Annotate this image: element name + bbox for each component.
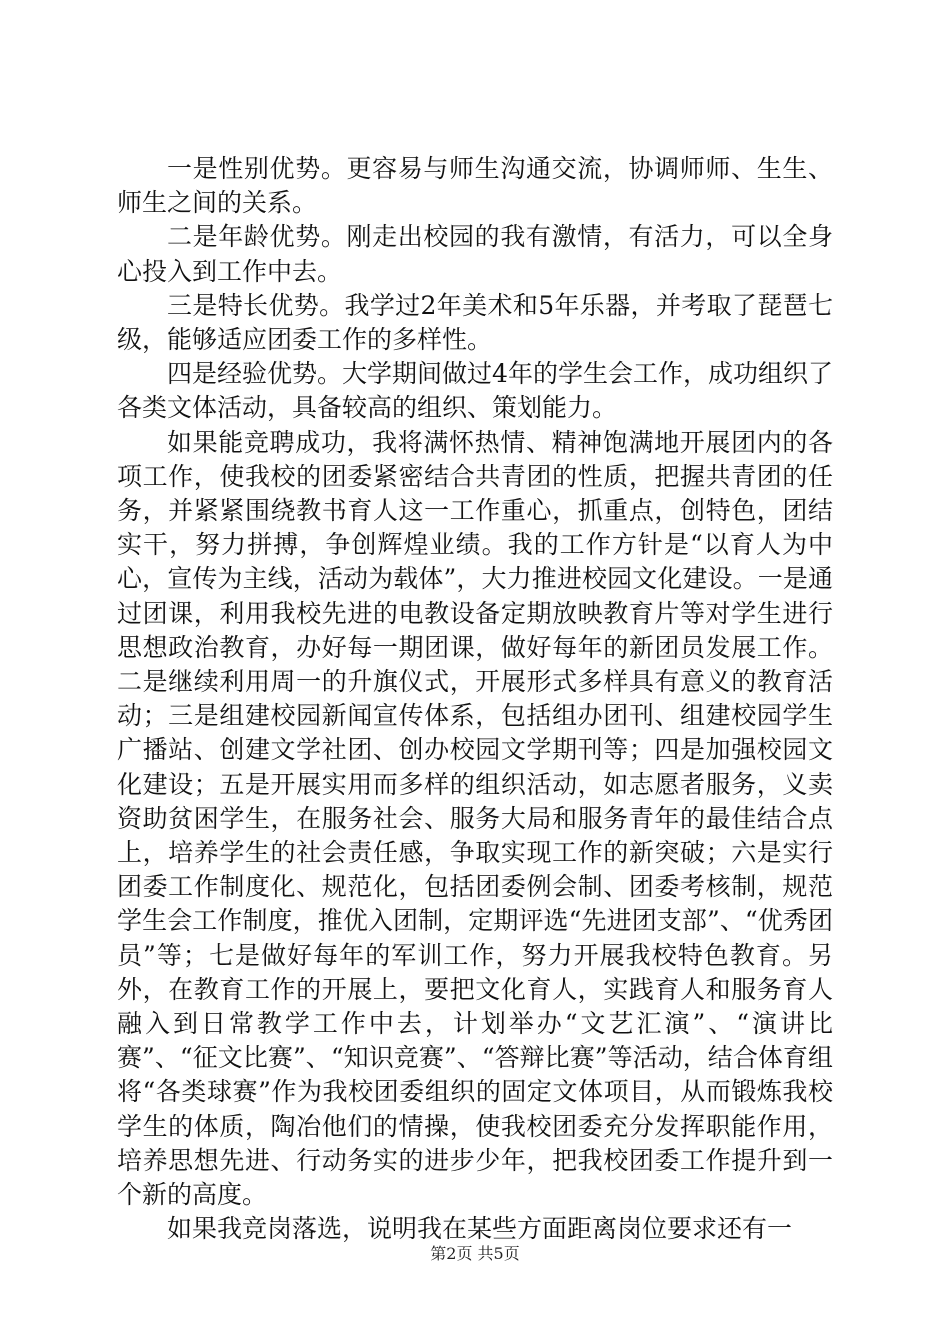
paragraph-experience-advantage: 四是经验优势。大学期间做过4年的学生会工作，成功组织了各类文体活动，具备较高的组织、策划能力。 — [117, 359, 833, 423]
paragraph-talent-advantage: 三是特长优势。我学过2年美术和5年乐器，并考取了琵琶七级，能够适应团委工作的多样性。 — [117, 290, 833, 355]
body-text — [117, 152, 833, 1247]
paragraph-work-plan: 如果能竞聘成功，我将满怀热情、精神饱满地开展团内的各项工作，使我校的团委紧密结合共青团的性质，把握共青团的任务，并紧紧围绕教书育人这一工作重心，抓重点，创特色，团结实干，努力拼搏，争创辉煌业绩。我的工作方针是“以育人为中心，宣传为主线，活动为载体”，大力推进校园文化建设。一是通过团课，利用我校先进的电教设备定期放映教育片等对学生进行思想政治教育，办好每一期团课，做好每年的新团员发展工作。二是继续利用周一的升旗仪式，开展形式多样具有意义的教育活动；三是组建校园新闻宣传体系，包括组办团刊、组建校园学生广播站、创建文学社团、创办校园文学期刊等；四是加强校园文化建设；五是开展实用而多样的组织活动，如志愿者服务，义卖资助贫困学生，在服务社会、服务大局和服务青年的最佳结合点上，培养学生的社会责任感，争取实现工作的新突破；六是实行团委工作制度化、规范化，包括团委例会制、团委考核制，规范学生会工作制度，推优入团制，定期评选“先进团支部”、“优秀团员”等；七是做好每年的军训工作，努力开展我校特色教育。另外，在教育工作的开展上，要把文化育人，实践育人和服务育人融入到日常教学工作中去，计划举办“文艺汇演”、“演讲比赛”、“征文比赛”、“知识竞赛”、“答辩比赛”等活动，结合体育组将“各类球赛”作为我校团委组织的固定文体项目，从而锻炼我校学生的体质，陶冶他们的情操，使我校团委充分发挥职能作用，培养思想先进、行动务实的进步少年，把我校团委工作提升到一个新的高度。 — [117, 427, 833, 1210]
paragraph-gender-advantage: 一是性别优势。更容易与师生沟通交流，协调师师、生生、师生之间的关系。 — [117, 154, 833, 218]
paragraph-if-not-selected: 如果我竞岗落选，说明我在某些方面距离岗位要求还有一 — [167, 1214, 793, 1244]
paragraph-age-advantage: 二是年龄优势。刚走出校园的我有激情，有活力，可以全身心投入到工作中去。 — [117, 222, 833, 286]
page-footer: 第2页 共5页 — [430, 1244, 520, 1263]
